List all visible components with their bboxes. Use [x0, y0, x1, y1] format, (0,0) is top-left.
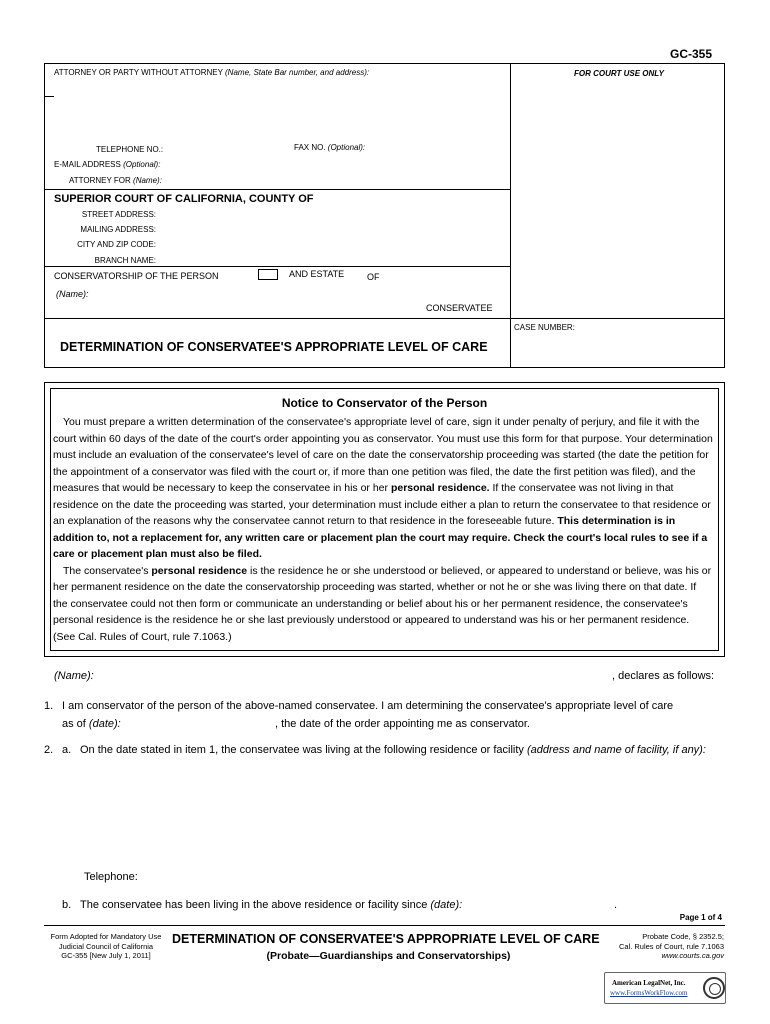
street-address-label: STREET ADDRESS: [81, 210, 156, 219]
adoption-line-2: Judicial Council of California [58, 941, 154, 951]
divider-court [44, 189, 511, 190]
telephone-label: TELEPHONE NO.: [96, 145, 164, 154]
notice-paragraph-1: You must prepare a written determination of the conservatee's appropriate level of care, sign it under penalty of perjury, and file it with the court within 60 days of the date of the court's order appointing you as conservator. You must use this form for that purpose. Your determination must include an evaluation of the conservatee's level of care on the date the conservatorship proceeding was started (the date the petition for the appointment of a conservator was filed with the court or, if more than one petition was filed, the date the first petition was filed), and the measures that would be necessary to keep the conservatee in his or her personal residence. If the conservatee was not living in that residence on the date the proceeding was started, your determination must include either a plan to return the conservatee to that residence or an explanation of the reasons why the conservatee cannot return to that residence in the foreseeable future. This determination is in addition to, not a replacement for, any written care or placement plan the court may require. Check the court's local rules to see if a care or placement plan must also be filed. [53, 416, 713, 560]
divider-title [44, 318, 725, 319]
branch-name-label: BRANCH NAME: [94, 256, 156, 265]
item-2a-letter: a. [62, 744, 72, 756]
item-1-number: 1. [44, 700, 54, 712]
notice-body [53, 414, 713, 645]
footer-subtitle: (Probate—Guardianships and Conservatorships) [266, 950, 511, 962]
item-1-text: I am conservator of the person of the above-named conservatee. I am determining the conservatee's appropriate level of care [62, 700, 674, 712]
attorney-label: ATTORNEY OR PARTY WITHOUT ATTORNEY (Name, State Bar number, and address): [54, 68, 370, 77]
reference-line-3: www.courts.ca.gov [661, 951, 724, 960]
declarant-name-label: (Name): [54, 670, 94, 682]
declares-text: , declares as follows: [612, 670, 715, 682]
notice-paragraph-2: The conservatee's personal residence is the residence he or she understood or believed, or appeared to understand or believe, was his or her permanent residence on the date the conservatorship proceeding was started, whether or not he or she was living there on that date. If the conservatee could not then form or communicate an understanding or belief about his or her permanent residence, the conservatee's personal residence is the residence he or she last previously understood or appeared to understand was his or her permanent residence. (See Cal. Rules of Court, rule 7.1063.) [53, 564, 712, 643]
reference-line-2: Cal. Rules of Court, rule 7.1063 [618, 941, 724, 951]
case-number-label: CASE NUMBER: [514, 323, 575, 332]
form-number: GC-355 [670, 47, 713, 61]
footer-title: DETERMINATION OF CONSERVATEE'S APPROPRIATE LEVEL OF CARE [172, 932, 600, 946]
caption-form-title: DETERMINATION OF CONSERVATEE'S APPROPRIATE LEVEL OF CARE [60, 340, 488, 354]
item-2b-text: The conservatee has been living in the above residence or facility since (date): [80, 899, 463, 911]
item-1-tail: , the date of the order appointing me as conservator. [275, 718, 530, 730]
item-2a-text: On the date stated in item 1, the conservatee was living at the following residence or facility (address and name of facility, if any): [80, 744, 706, 756]
divider-conservatorship [44, 266, 511, 267]
city-zip-label: CITY AND ZIP CODE: [77, 240, 156, 249]
email-label: E-MAIL ADDRESS (Optional): [54, 160, 161, 169]
and-estate-label: AND ESTATE [289, 269, 345, 279]
legalnet-seal-icon [703, 977, 725, 999]
court-name: SUPERIOR COURT OF CALIFORNIA, COUNTY OF [54, 193, 314, 205]
legal-references [600, 932, 724, 961]
attorney-field-mark [44, 96, 54, 97]
footer-rule [44, 925, 725, 926]
caption-divider [510, 63, 511, 368]
conservatee-name-label: (Name): [56, 289, 89, 299]
of-label: OF [367, 272, 380, 282]
reference-line-1: Probate Code, § 2352.5; [642, 932, 724, 941]
court-use-label: FOR COURT USE ONLY [574, 69, 664, 78]
legalnet-name: American LegalNet, Inc. [612, 979, 686, 987]
mailing-address-label: MAILING ADDRESS: [80, 225, 156, 234]
conservatorship-label: CONSERVATORSHIP OF THE PERSON [54, 271, 219, 281]
adoption-info [44, 932, 168, 961]
item-2b-letter: b. [62, 899, 72, 911]
adoption-line-3: GC-355 [New July 1, 2011] [61, 951, 151, 960]
page-number: Page 1 of 4 [679, 913, 722, 922]
item-2b-period: . [614, 899, 618, 911]
adoption-line-1: Form Adopted for Mandatory Use [50, 932, 162, 941]
attorney-for-label: ATTORNEY FOR (Name): [69, 176, 162, 185]
and-estate-checkbox[interactable] [258, 269, 278, 280]
legalnet-link[interactable]: www.FormsWorkFlow.com [610, 989, 688, 997]
conservatee-label: CONSERVATEE [426, 303, 493, 313]
telephone-field-label: Telephone: [84, 871, 138, 883]
fax-label: FAX NO. (Optional): [294, 143, 366, 152]
item-2-number: 2. [44, 744, 54, 756]
notice-title: Notice to Conservator of the Person [281, 396, 488, 410]
item-1-date-line: as of (date): [62, 718, 121, 730]
